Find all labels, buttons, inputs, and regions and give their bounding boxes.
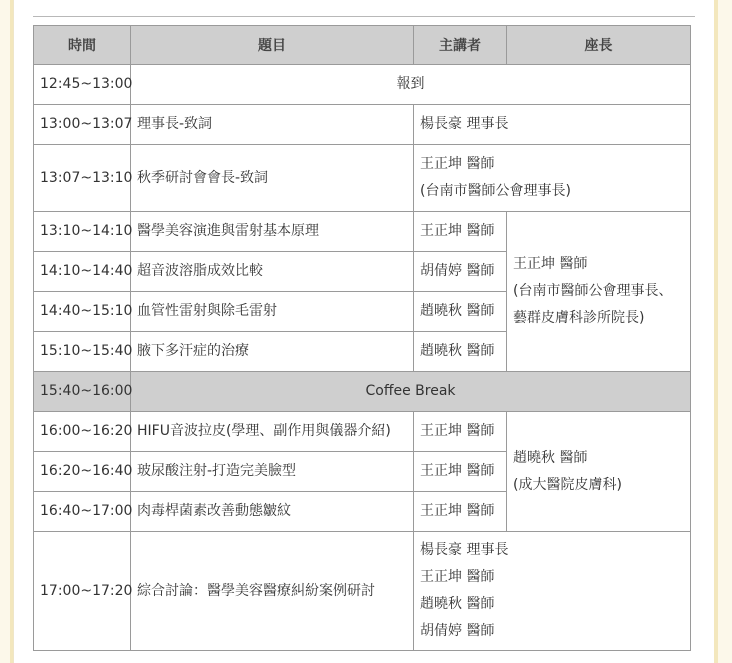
table-row	[34, 532, 691, 651]
time-cell: 13:10~14:10	[34, 212, 131, 252]
speaker-line: 王正坤 醫師	[420, 569, 495, 585]
time-cell: 16:20~16:40	[34, 452, 131, 492]
time-cell: 16:00~16:20	[34, 412, 131, 452]
time-cell: 13:00~13:07	[34, 105, 131, 145]
header-chair: 座長	[507, 26, 691, 65]
table-header-row	[34, 26, 691, 65]
table-row	[34, 105, 691, 145]
speaker-cell: 趙曉秋 醫師	[414, 292, 507, 332]
speaker-cell: 王正坤 醫師	[414, 212, 507, 252]
speaker-line: 楊長豪 理事長	[420, 542, 509, 558]
chair-cell	[507, 412, 691, 532]
speaker-line: 胡倩婷 醫師	[420, 623, 495, 639]
time-cell: 14:10~14:40	[34, 252, 131, 292]
chair-line: 王正坤 醫師	[513, 256, 588, 272]
time-cell: 15:10~15:40	[34, 332, 131, 372]
speaker-cell: 王正坤 醫師	[414, 492, 507, 532]
topic-cell: HIFU音波拉皮(學理、副作用與儀器介紹)	[131, 412, 414, 452]
header-time: 時間	[34, 26, 131, 65]
speaker-cell: 王正坤 醫師	[414, 452, 507, 492]
table-row	[34, 412, 691, 452]
table-row	[34, 145, 691, 212]
speaker-line: 王正坤 醫師	[420, 156, 495, 172]
chair-line: (成大醫院皮膚科)	[513, 476, 622, 493]
speaker-line: (台南市醫師公會理事長)	[420, 183, 571, 199]
topic-cell: 綜合討論：醫學美容醫療糾紛案例研討	[131, 532, 414, 651]
speaker-cell: 趙曉秋 醫師	[414, 332, 507, 372]
topic-cell: 報到	[131, 65, 691, 105]
time-cell: 15:40~16:00	[34, 372, 131, 412]
table-row	[34, 65, 691, 105]
time-cell: 16:40~17:00	[34, 492, 131, 532]
topic-cell: 玻尿酸注射-打造完美臉型	[131, 452, 414, 492]
chair-cell	[507, 212, 691, 372]
speaker-line: 趙曉秋 醫師	[420, 596, 495, 612]
topic-cell: 腋下多汗症的治療	[131, 332, 414, 372]
header-speaker: 主講者	[414, 26, 507, 65]
topic-cell: Coffee Break	[131, 372, 691, 412]
table-row-break	[34, 372, 691, 412]
table-row	[34, 212, 691, 252]
topic-cell: 理事長-致詞	[131, 105, 414, 145]
schedule-table	[33, 25, 691, 651]
header-topic: 題目	[131, 26, 414, 65]
chair-line: 趙曉秋 醫師	[513, 449, 588, 466]
speaker-cell: 王正坤 醫師	[414, 412, 507, 452]
topic-cell: 超音波溶脂成效比較	[131, 252, 414, 292]
chair-line: (台南市醫師公會理事長、	[513, 283, 673, 299]
topic-cell: 肉毒桿菌素改善動態皺紋	[131, 492, 414, 532]
time-cell: 17:00~17:20	[34, 532, 131, 651]
time-cell: 12:45~13:00	[34, 65, 131, 105]
speaker-cell	[414, 145, 691, 212]
speaker-cell: 楊長豪 理事長	[414, 105, 691, 145]
right-border-accent	[714, 0, 718, 663]
topic-cell: 秋季研討會會長-致詞	[131, 145, 414, 212]
time-cell: 14:40~15:10	[34, 292, 131, 332]
time-cell: 13:07~13:10	[34, 145, 131, 212]
chair-line: 藝群皮膚科診所院長)	[513, 310, 645, 326]
top-divider	[33, 16, 695, 17]
speaker-cell	[414, 532, 691, 651]
topic-cell: 血管性雷射與除毛雷射	[131, 292, 414, 332]
speaker-cell: 胡倩婷 醫師	[414, 252, 507, 292]
topic-cell: 醫學美容演進與雷射基本原理	[131, 212, 414, 252]
